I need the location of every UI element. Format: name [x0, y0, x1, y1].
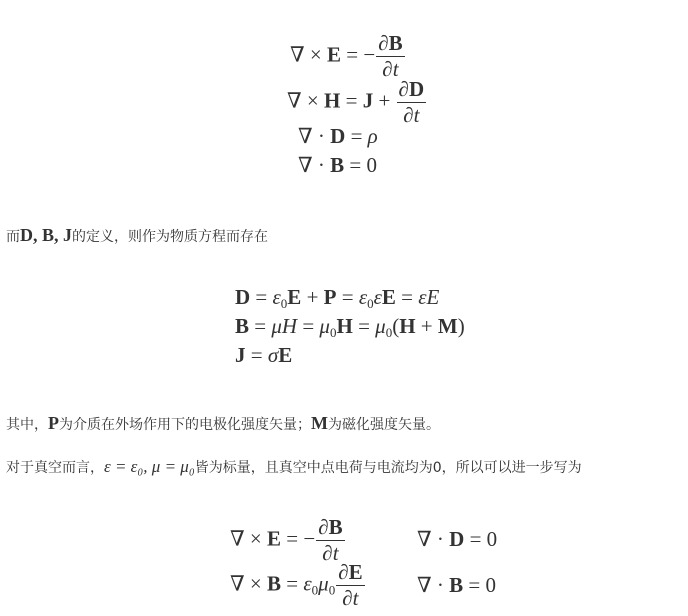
vacuum-inline-math: ε = ε₀, μ = μ₀ [104, 457, 195, 476]
description-paragraph: 其中，P为介质在外场作用下的电极化强度矢量；M为磁化强度矢量。 [6, 413, 440, 433]
vacuum-eq-curl-b: ∇ × $B = \varepsilon_0\mu_0$ $\frac{\partial E}{\partial t}$ [230, 560, 363, 610]
intro-paragraph: 而D, B, J的定义，则作为物质方程而存在 [6, 225, 269, 245]
vacuum-eq-div-d: ∇ · D = 0 [417, 527, 498, 551]
maxwell-eq-div-b: ∇ · B = 0 [298, 153, 378, 177]
material-eq-d: $D = \varepsilon_0E + P = \varepsilon_0\varepsilon E = \varepsilon E$ [235, 285, 440, 311]
material-eq-b: $B = \mu H = \mu_0H = \mu_0(H + M)$ [235, 314, 465, 340]
material-eq-j: J = σE [235, 343, 293, 367]
maxwell-eq-curl-h: ∇ × H = J + $\frac{\partial D}{\partial t}$ [287, 77, 425, 127]
vacuum-paragraph: 对于真空而言，ε = ε₀, μ = μ₀皆为标量，且真空中点电荷与电流均为0，所以可以进一步写为 [6, 457, 582, 476]
vacuum-eq-curl-e: ∇ × E = − $\frac{\partial B}{\partial t}$ [230, 515, 343, 565]
maxwell-eq-div-d: ∇ · D = ρ [298, 124, 378, 148]
vacuum-eq-div-b: ∇ · B = 0 [417, 573, 497, 597]
maxwell-eq-curl-e: ∇ × E = − $\frac{\partial B}{\partial t}$ [290, 31, 403, 81]
